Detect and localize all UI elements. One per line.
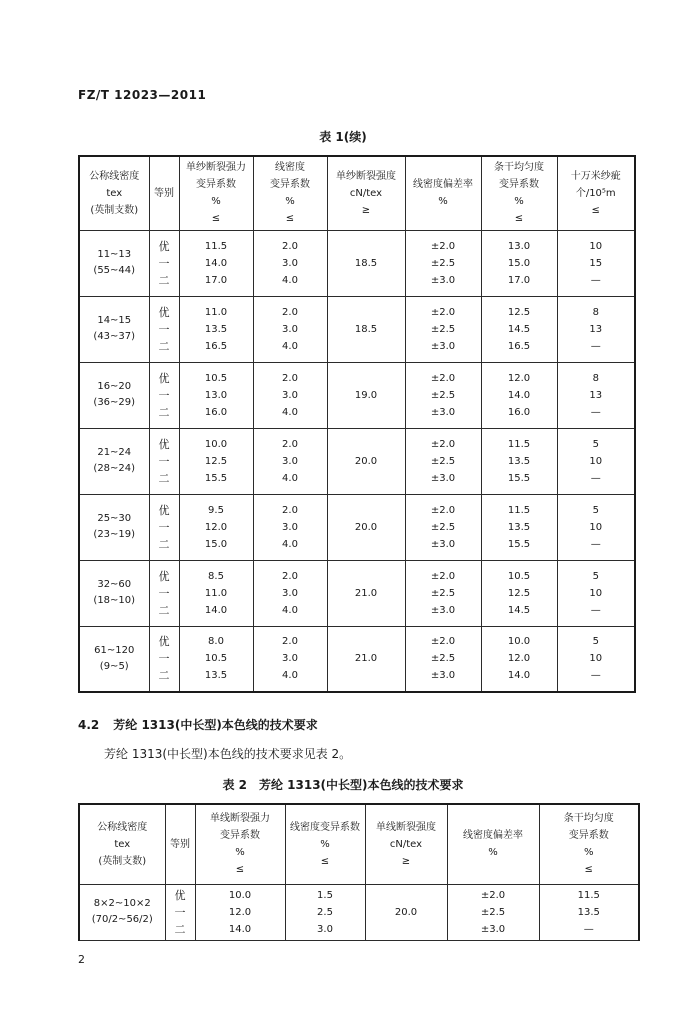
value: ±2.5 [430,521,456,533]
value: 8.0 [208,636,224,648]
column-header-line: % [514,196,524,208]
value: 11.5 [507,438,531,450]
value: 14.5 [507,323,531,335]
value: 15 [589,257,603,269]
column-header-line: 条干均匀度 [494,162,544,174]
column-header-line: ≤ [235,864,245,876]
value: 4.0 [282,538,298,550]
value: ±2.5 [430,323,456,335]
column-header-line: % [320,838,330,850]
value-cell [481,230,557,296]
grade-label: 优 [158,503,170,517]
value-cell [253,560,327,626]
column-header-line: tex [106,187,123,199]
value: — [590,274,601,286]
spec-line: 61~120 [94,644,135,656]
column-header-line: 线密度变异系数 [290,821,360,833]
value-cell: 18.5 [327,296,405,362]
column-header-line: ≤ [584,864,593,876]
grade-cell [149,626,179,692]
value: ±3.0 [430,472,456,484]
column-header-line: 单线断裂强度 [376,821,436,833]
value-cell [405,230,481,296]
value-cell [405,626,481,692]
column-header-line: 变异系数 [270,179,310,191]
column-header-line: ≤ [211,213,221,225]
column-header-line: 十万米纱疵 [570,170,621,182]
column-header-line: 条干均匀度 [563,813,614,825]
table-row [79,626,635,692]
spec-line: (36~29) [93,397,136,408]
grade-label: 一 [158,652,170,666]
value: 2.0 [282,306,298,318]
value: — [590,472,601,484]
column-header-line: % [235,847,245,859]
spec-line: (70/2~56/2) [91,914,153,925]
value-cell [405,296,481,362]
value: 2.0 [282,570,298,582]
value-cell [253,296,327,362]
column-header [165,804,195,884]
column-header-line: cN/tex [389,838,423,850]
value-cell [481,560,557,626]
value: 1.5 [317,889,333,901]
body-paragraph: 芳纶 1313(中长型)本色线的技术要求见表 2。 [104,747,352,761]
grade-label: 二 [158,273,170,287]
column-header-line: 等别 [170,838,190,850]
grade-label: 优 [158,305,170,319]
grade-label: 优 [158,569,170,583]
column-header [481,156,557,230]
spec-line: 11~13 [97,249,132,260]
column-header [365,804,447,884]
column-header-line: 线密度偏差率 [413,179,473,191]
column-header [79,156,149,230]
value-cell [253,428,327,494]
grade-cell [149,560,179,626]
value-cell [481,626,557,692]
value: 11.5 [577,889,600,901]
value: 9.5 [208,504,224,516]
value: 13.5 [507,455,531,467]
column-header [447,804,539,884]
column-header-line: % [211,196,221,208]
grade-label: 优 [158,371,170,385]
value-cell [179,626,253,692]
value: 10 [589,521,603,533]
spec-line: (28~24) [93,463,136,474]
value: 13.5 [204,323,228,335]
table-row [79,560,635,626]
value-cell [405,428,481,494]
column-header-line: % [438,196,448,208]
value: 14.0 [204,604,228,616]
grade-label: 一 [158,454,170,468]
value: 11.5 [204,240,228,252]
value: 10.0 [507,636,531,648]
value: 16.0 [507,406,531,418]
value-cell: 19.0 [327,362,405,428]
value: 12.5 [507,306,531,318]
value: 15.5 [507,472,531,484]
value-cell: 21.0 [327,626,405,692]
spec-line: 21~24 [97,447,132,458]
column-header-line: 等别 [154,187,174,199]
value: 10 [589,455,603,467]
grade-label: 二 [158,339,170,353]
value: 14.0 [507,670,531,682]
value: 3.0 [282,257,298,269]
value-cell: 18.5 [327,230,405,296]
value: 12.0 [507,372,531,384]
section-number: 4.2 [78,718,100,732]
spec-cell [79,560,149,626]
value: 12.5 [204,455,228,467]
value-cell [253,230,327,296]
column-header [405,156,481,230]
value: 13.5 [507,521,531,533]
value: 3.0 [282,323,298,335]
value-cell [179,230,253,296]
value: 17.0 [507,274,531,286]
page-number: 2 [78,953,85,966]
value-cell [405,560,481,626]
value: 12.0 [204,521,228,533]
table1 [78,155,636,693]
column-header-line: (英制支数) [90,204,139,216]
value: 3.0 [282,389,298,401]
value-cell [285,884,365,940]
value: — [590,538,601,550]
value-cell [405,494,481,560]
value: 3.0 [282,521,298,533]
value: 12.5 [507,587,531,599]
value: 10.0 [204,438,228,450]
value: 13.0 [204,389,228,401]
value: ±2.0 [430,372,456,384]
value-cell: 21.0 [327,560,405,626]
table-row [79,362,635,428]
value: ±3.0 [430,340,456,352]
value: — [590,340,601,352]
spec-cell [79,494,149,560]
value: 8 [592,306,599,318]
grade-label: 二 [158,537,170,551]
grade-label: 一 [158,256,170,270]
value: ±3.0 [430,604,456,616]
column-header-line: 线密度偏差率 [463,830,523,842]
value: 16.5 [204,340,228,352]
value-cell: 20.0 [327,494,405,560]
column-header-line: ≤ [514,213,524,225]
spec-line: 32~60 [97,579,132,590]
grade-label: 二 [158,669,170,683]
grade-label: 一 [158,388,170,402]
grade-label: 二 [158,603,170,617]
spec-line: (18~10) [93,595,136,606]
spec-cell [79,362,149,428]
column-header [539,804,639,884]
value: 8.5 [208,570,224,582]
grade-cell [165,884,195,940]
column-header [195,804,285,884]
spec-cell [79,626,149,692]
value: ±3.0 [430,406,456,418]
value: 2.0 [282,504,298,516]
value-cell [557,428,635,494]
value-cell [557,362,635,428]
value: ±2.5 [430,455,456,467]
value: 4.0 [282,274,298,286]
value: 3.0 [282,653,298,665]
value: 2.0 [282,372,298,384]
column-header [285,804,365,884]
value: 13.5 [204,670,228,682]
grade-label: 优 [174,888,186,902]
value: 13 [589,389,603,401]
column-header-line: 变异系数 [220,830,260,842]
grade-label: 优 [158,635,170,649]
value-cell [557,296,635,362]
value: 15.0 [204,538,228,550]
value-cell [481,296,557,362]
column-header [149,156,179,230]
value: 10.5 [204,372,228,384]
value-cell [253,494,327,560]
column-header [557,156,635,230]
value: 11.0 [204,587,228,599]
value: ±2.0 [430,438,456,450]
value: — [583,923,594,935]
value: 5 [592,570,599,582]
value: 10 [589,653,603,665]
value-cell [195,884,285,940]
value: 3.0 [282,587,298,599]
value-cell [179,362,253,428]
column-header-line: (英制支数) [98,855,147,867]
value-cell [481,362,557,428]
value: 15.0 [507,257,531,269]
column-header-line: 变异系数 [568,830,609,842]
value-cell [539,884,639,940]
value: 12.0 [507,653,531,665]
value: 4.0 [282,670,298,682]
value: 2.0 [282,240,298,252]
value: 10.5 [507,570,531,582]
value: 14.5 [507,604,531,616]
grade-cell [149,428,179,494]
value: — [590,670,601,682]
value: 4.0 [282,604,298,616]
value: 13 [589,323,603,335]
spec-cell [79,296,149,362]
value: ±2.0 [430,504,456,516]
grade-label: 一 [158,520,170,534]
value: ±2.0 [430,240,456,252]
value: 8 [592,372,599,384]
grade-cell [149,494,179,560]
column-header-line: 单纱断裂强度 [336,170,396,182]
value: ±2.0 [480,889,506,901]
value: 10.0 [228,889,252,901]
column-header-line: ≤ [285,213,295,225]
value: 5 [592,636,599,648]
column-header-line: ≤ [591,204,600,216]
section-heading [78,716,318,733]
value: ±2.0 [430,306,456,318]
table-row [79,296,635,362]
grade-label: 一 [158,322,170,336]
value: 17.0 [204,274,228,286]
value-cell [253,362,327,428]
value: ±2.5 [430,257,456,269]
value: 11.0 [204,306,228,318]
grade-label: 二 [158,405,170,419]
grade-cell [149,230,179,296]
spec-line: (23~19) [93,529,136,540]
value: 5 [592,438,599,450]
value-cell [179,494,253,560]
column-header-line: ≥ [361,204,371,216]
value: 14.0 [507,389,531,401]
value: 14.0 [204,257,228,269]
table-row [79,230,635,296]
value: 11.5 [507,504,531,516]
spec-line: (9~5) [99,660,129,672]
value: 3.0 [282,455,298,467]
value: 4.0 [282,406,298,418]
column-header-line: cN/tex [349,187,383,199]
value-cell [179,560,253,626]
value: 4.0 [282,472,298,484]
column-header [253,156,327,230]
value-cell: 20.0 [365,884,447,940]
value: ±2.5 [480,906,506,918]
column-header-line: 线密度 [275,162,305,174]
value: 13.0 [507,240,531,252]
column-header-line: % [285,196,295,208]
spec-line: 25~30 [97,513,132,524]
column-header-line: 公称线密度 [97,821,148,833]
value-cell [557,494,635,560]
column-header-line: ≤ [320,855,330,867]
value: ±2.5 [430,587,456,599]
value-cell [481,494,557,560]
value-cell [405,362,481,428]
grade-cell [149,296,179,362]
spec-cell [79,230,149,296]
grade-label: 二 [174,922,186,936]
value-cell [179,296,253,362]
value: ±2.0 [430,570,456,582]
value: 13.5 [577,906,600,918]
value: — [590,604,601,616]
grade-label: 一 [158,586,170,600]
value-cell [557,560,635,626]
value: 3.0 [317,923,333,935]
value: ±3.0 [430,274,456,286]
value: ±2.0 [430,636,456,648]
spec-line: 8×2~10×2 [93,898,151,909]
grade-label: 优 [158,239,170,253]
spec-line: 16~20 [97,381,132,392]
column-header-line: 变异系数 [499,179,539,191]
grade-label: 优 [158,437,170,451]
column-header [79,804,165,884]
spec-line: (43~37) [93,331,136,342]
spec-cell [79,884,165,940]
value: 14.0 [228,923,252,935]
value: ±2.5 [430,653,456,665]
table-row [79,494,635,560]
value: 16.0 [204,406,228,418]
table2-caption: 表 2 芳纶 1313(中长型)本色线的技术要求 [222,778,464,792]
spec-cell [79,428,149,494]
value: 12.0 [228,906,252,918]
value: 16.5 [507,340,531,352]
value: 4.0 [282,340,298,352]
value-cell [557,626,635,692]
column-header-line: 单线断裂强力 [210,813,270,825]
value-cell [253,626,327,692]
column-header-line: ≥ [401,855,411,867]
value: 2.0 [282,438,298,450]
grade-label: 二 [158,471,170,485]
value: 10 [589,240,603,252]
standard-header: FZ/T 12023—2011 [78,88,207,102]
value-cell: 20.0 [327,428,405,494]
column-header [327,156,405,230]
column-header-line: 变异系数 [196,179,236,191]
column-header-line: 公称线密度 [89,170,140,182]
column-header-line: % [583,847,594,859]
column-header-line: % [488,847,498,859]
column-header-line: 个/10⁵m [575,187,616,199]
value: ±3.0 [430,538,456,550]
column-header [179,156,253,230]
value: 2.5 [317,906,333,918]
value-cell [179,428,253,494]
value: 15.5 [507,538,531,550]
grade-label: 一 [174,905,186,919]
value: 5 [592,504,599,516]
value: 10 [589,587,603,599]
table2 [78,803,640,941]
grade-cell [149,362,179,428]
value: — [590,406,601,418]
value: ±3.0 [480,923,506,935]
value: ±2.5 [430,389,456,401]
section-title: 芳纶 1313(中长型)本色线的技术要求 [113,718,318,732]
value: ±3.0 [430,670,456,682]
column-header-line: 单纱断裂强力 [186,162,246,174]
value-cell [557,230,635,296]
table-row [79,884,639,940]
column-header-line: tex [114,838,131,850]
table1-caption: 表 1(续) [319,130,367,144]
spec-line: (55~44) [93,265,136,276]
spec-line: 14~15 [97,315,132,326]
value-cell [481,428,557,494]
value-cell [447,884,539,940]
value: 15.5 [204,472,228,484]
table-row [79,428,635,494]
value: 10.5 [204,653,228,665]
value: 2.0 [282,636,298,648]
